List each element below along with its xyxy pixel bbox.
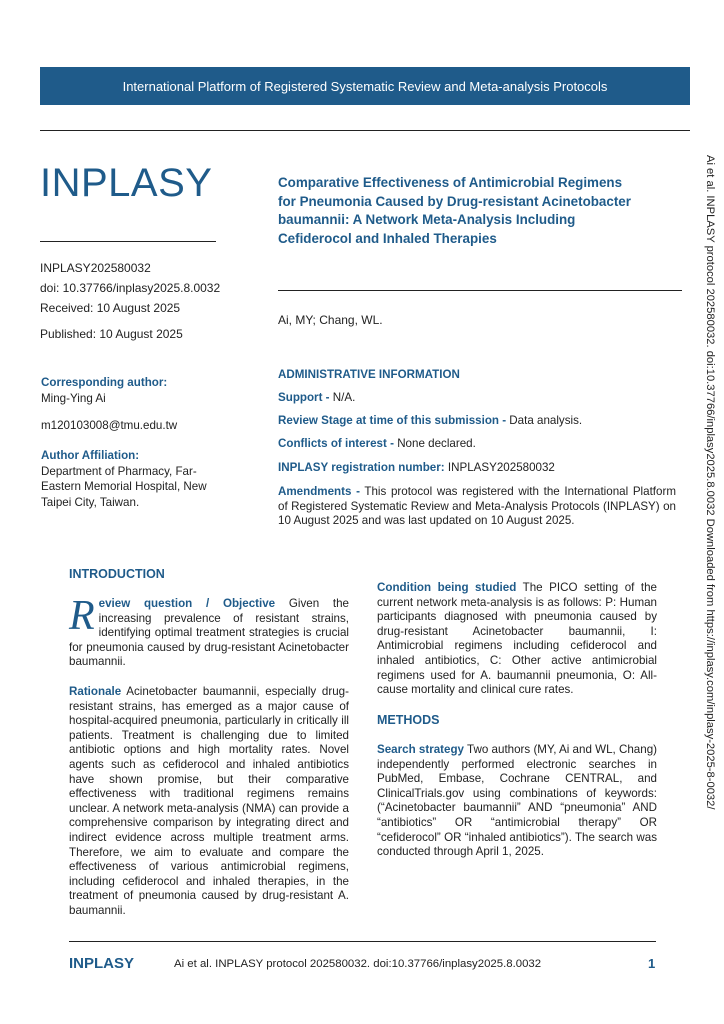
search-strategy-text: Two authors (MY, Ai and WL, Chang) independently performed electronic searches in PubMed, Embase, Cochrane CENTRAL, and ClinicalTrials.gov using combinations of keywords: (“Acinetobacter baumannii” AND “pneumonia” AND “antibiotics” OR “antimicrobial therapy” OR “cefiderocol” OR “inhaled antibiotics”). The search was conducted through April 1, 2025. bbox=[377, 743, 658, 859]
email[interactable]: m120103008@tmu.edu.tw bbox=[41, 419, 178, 432]
condition-label: Condition being studied bbox=[377, 581, 517, 594]
header-banner: International Platform of Registered Systematic Review and Meta-analysis Protocols bbox=[40, 67, 690, 105]
corresponding-author-name: Ming-Ying Ai bbox=[41, 391, 106, 405]
amendments-text: This protocol was registered with the International Platform of Registered Systematic Review and Meta-Analysis Protocols (INPLASY) on 10 August 2025 and was last updated on 10 August 2025. bbox=[278, 485, 676, 527]
title-line: Cefiderocol and Inhaled Therapies bbox=[278, 230, 497, 246]
review-stage-line bbox=[278, 414, 676, 429]
published-date: Published: 10 August 2025 bbox=[40, 327, 183, 341]
admin-heading: ADMINISTRATIVE INFORMATION bbox=[278, 368, 460, 381]
registration-line bbox=[278, 461, 676, 476]
corresponding-author-block bbox=[41, 375, 231, 406]
affiliation-block bbox=[41, 448, 231, 510]
support-value: N/A. bbox=[332, 391, 356, 404]
doi[interactable]: doi: 10.37766/inplasy2025.8.0032 bbox=[40, 281, 221, 295]
vertical-citation: Ai et al. INPLASY protocol 202580032. doi:10.37766/inplasy2025.8.0032 Downloaded from https://inplasy.com/inplasy-2025-8-0032/ bbox=[704, 155, 716, 810]
review-stage-value: Data analysis. bbox=[509, 414, 583, 427]
amendments-label: Amendments - bbox=[278, 485, 360, 498]
conflicts-label: Conflicts of interest - bbox=[278, 437, 394, 450]
protocol-id: INPLASY202580032 bbox=[40, 261, 151, 275]
affiliation-line: Department of Pharmacy, Far- bbox=[41, 464, 197, 478]
title-divider bbox=[278, 290, 682, 291]
conflicts-value: None declared. bbox=[397, 437, 476, 450]
search-strategy-label: Search strategy bbox=[377, 743, 465, 756]
inplasy-logo: INPLASY bbox=[40, 161, 213, 205]
footer-citation: Ai et al. INPLASY protocol 202580032. doi:10.37766/inplasy2025.8.0032 bbox=[174, 958, 542, 970]
footer-logo: INPLASY bbox=[69, 955, 135, 972]
search-strategy-paragraph bbox=[377, 743, 657, 860]
corresponding-author-label: Corresponding author: bbox=[41, 376, 168, 389]
affiliation-label: Author Affiliation: bbox=[41, 449, 140, 462]
footer-divider bbox=[69, 941, 656, 942]
article-title bbox=[278, 174, 658, 248]
review-question-paragraph bbox=[69, 593, 350, 670]
review-question-text: Given the increasing prevalence of resistant strains, identifying optimal treatment strategies is crucial for pneumonia caused by drug-resistant Acinetobacter baumannii. bbox=[69, 597, 350, 669]
affiliation-line: Taipei City, Taiwan. bbox=[41, 495, 140, 509]
affiliation-line: Eastern Memorial Hospital, New bbox=[41, 480, 207, 493]
review-stage-label: Review Stage at time of this submission - bbox=[278, 414, 507, 427]
received-date: Received: 10 August 2025 bbox=[40, 301, 181, 315]
top-divider bbox=[40, 130, 690, 131]
title-line: for Pneumonia Caused by Drug-resistant Acinetobacter bbox=[278, 193, 631, 209]
rationale-paragraph bbox=[69, 685, 349, 919]
registration-label: INPLASY registration number: bbox=[278, 461, 445, 474]
methods-heading: METHODS bbox=[377, 713, 440, 727]
rationale-label: Rationale bbox=[69, 685, 122, 698]
condition-text: The PICO setting of the current network meta-analysis is as follows: P: Human participants diagnosed with pneumonia caused by drug-resistant Acinetobacter baumannii, I: Antimicrobial regimens including cefiderocol and inhaled antibiotics, C: Other active antimicrobial regimens used for A. baumannii pneumonia, O: All-cause mortality and clinical cure rates. bbox=[377, 581, 658, 697]
page-number: 1 bbox=[648, 956, 656, 971]
amendments-paragraph bbox=[278, 485, 676, 529]
review-question-label: eview question / Objective bbox=[98, 597, 276, 610]
conflicts-line bbox=[278, 437, 676, 452]
support-line bbox=[278, 391, 676, 406]
authors: Ai, MY; Chang, WL. bbox=[278, 313, 383, 327]
introduction-heading: INTRODUCTION bbox=[69, 567, 165, 581]
title-line: baumannii: A Network Meta-Analysis Including bbox=[278, 212, 576, 227]
support-label: Support - bbox=[278, 391, 330, 404]
condition-paragraph bbox=[377, 581, 657, 698]
drop-cap: R bbox=[69, 593, 95, 639]
registration-value: INPLASY202580032 bbox=[447, 461, 555, 474]
logo-underline bbox=[40, 241, 216, 242]
title-line: Comparative Effectiveness of Antimicrobial Regimens bbox=[278, 175, 623, 190]
rationale-text: Acinetobacter baumannii, especially drug-resistant strains, has emerged as a major cause of hospital-acquired pneumonia, particularly in critically ill patients. Treatment is challenging due to limited antibiotic options and high mortality rates. Novel agents such as cefiderocol and inhaled antibiotics have shown promise, but their comparative effectiveness with traditional regimens remains unclear. A network meta-analysis (NMA) can provide a comprehensive comparison by integrating direct and indirect evidence across multiple treatment arms. Therefore, we aim to evaluate and compare the effectiveness of various antimicrobial regimens, including cefiderocol and inhaled therapies, in the treatment of pneumonia caused by drug-resistant A. baumannii. bbox=[69, 685, 349, 917]
